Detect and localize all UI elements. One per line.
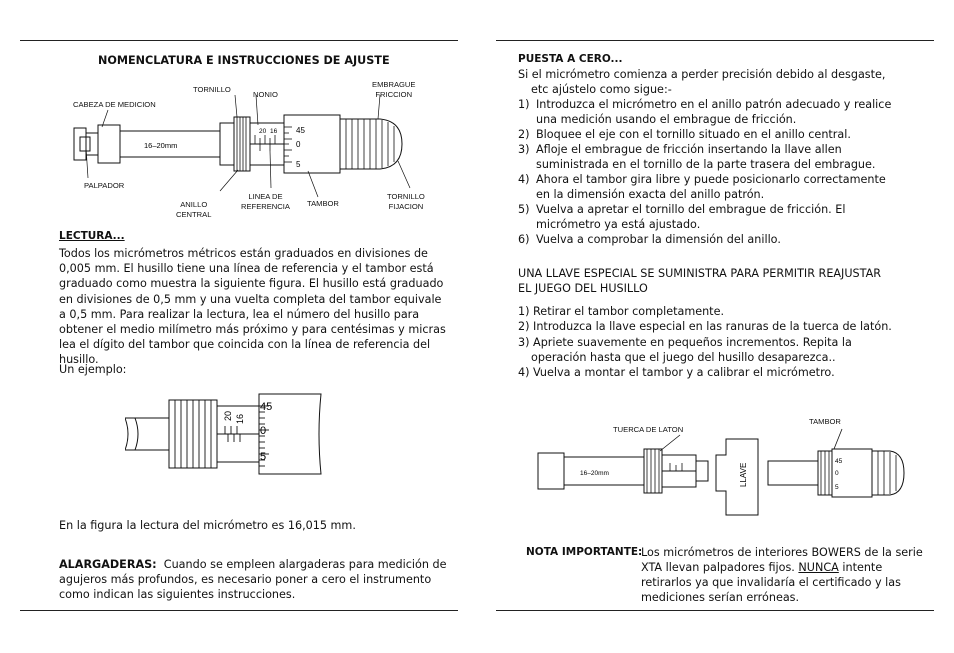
bottom-rule-right — [496, 610, 934, 611]
label-embrague — [372, 80, 415, 100]
label-cabeza-medicion: CABEZA DE MEDICION — [73, 100, 156, 109]
label-linea-line2: REFERENCIA — [241, 202, 290, 211]
label-nonio: NONIO — [253, 90, 278, 99]
thimble-0-text: 0 — [296, 140, 301, 149]
alargaderas-heading: ALARGADERAS: — [59, 558, 157, 571]
reading-example-diagram — [125, 388, 325, 496]
nota-line-2-pre: XTA llevan palpadores fijos. — [641, 561, 799, 574]
thimble-45-text: 45 — [296, 126, 305, 135]
lectura-line: 0,005 mm. El husillo tiene una línea de referencia y el tambor está — [59, 262, 434, 276]
lectura-line: lea el dígito del tambor que coincida con la línea de referencia del — [59, 338, 431, 352]
llave-heading-2: EL JUEGO DEL HUSILLO — [518, 282, 648, 295]
ejemplo-text: Un ejemplo: — [59, 363, 127, 376]
label-tornillo-fij-line2: FIJACION — [388, 202, 424, 211]
example-0-text: 0 — [260, 425, 267, 437]
llave-step-3: 3) Apriete suavemente en pequeños incrementos. Repita la — [518, 336, 852, 349]
alargaderas-line3: como indican las siguientes instrucciones. — [59, 588, 296, 601]
wrench-0-text: 0 — [835, 470, 839, 477]
step-text: Introduzca el micrómetro en el anillo patrón adecuado y realice — [536, 98, 892, 111]
step-number: 1) — [518, 98, 530, 111]
lectura-line: en divisiones de 0,5 mm y una vuelta completa del tambor equivale — [59, 292, 442, 306]
diagram-range-text: 16–20mm — [144, 141, 178, 150]
nota-nunca: NUNCA — [798, 561, 839, 574]
puesta-heading: PUESTA A CERO... — [518, 53, 623, 65]
top-rule-left — [20, 40, 458, 41]
label-tornillo-fijacion — [387, 192, 425, 212]
wrench-45-text: 45 — [835, 458, 843, 465]
sleeve-16-text: 16 — [270, 128, 278, 135]
nota-line-3: retirarlos ya que invalidaría el certificado y las — [641, 576, 901, 589]
lectura-heading: LECTURA... — [59, 230, 125, 242]
step-text: en la dimensión exacta del anillo patrón. — [536, 188, 765, 201]
thimble-5-text: 5 — [296, 160, 301, 169]
label-tornillo-fij-line1: TORNILLO — [387, 192, 425, 201]
step-text: una medición usando el embrague de fricción. — [536, 113, 797, 126]
label-anillo-line2: CENTRAL — [176, 210, 212, 219]
lectura-line: obtener el medio milímetro más próximo y para centésimas y micras — [59, 323, 446, 337]
step-text: Vuelva a comprobar la dimensión del anillo. — [536, 233, 781, 246]
step-text: suministrada en el tornillo de la parte trasera del embrague. — [536, 158, 876, 171]
alargaderas-line2: agujeros más profundos, es necesario poner a cero el instrumento — [59, 573, 432, 586]
nota-line-4: mediciones serían erróneas. — [641, 591, 800, 604]
sleeve-20-text: 20 — [259, 128, 267, 135]
label-anillo-line1: ANILLO — [180, 200, 208, 209]
alargaderas-text: Cuando se empleen alargaderas para medición de — [163, 558, 447, 571]
step-text: micrómetro ya está ajustado. — [536, 218, 701, 231]
label-palpador: PALPADOR — [84, 181, 125, 190]
llave-step-4: 4) Vuelva a montar el tambor y a calibrar el micrómetro. — [518, 366, 835, 379]
step-number: 6) — [518, 233, 530, 246]
step-text: Bloquee el eje con el tornillo situado en el anillo central. — [536, 128, 851, 141]
wrench-llave-text: LLAVE — [739, 462, 748, 487]
puesta-intro-2: etc ajústelo como sigue:- — [531, 83, 672, 96]
bottom-rule-left — [20, 610, 458, 611]
lectura-line: husillo. — [59, 353, 99, 367]
label-linea-line1: LINEA DE — [248, 192, 283, 201]
step-number: 3) — [518, 143, 530, 156]
example-5-text: 5 — [260, 451, 267, 463]
label-tambor: TAMBOR — [307, 199, 339, 208]
step-number: 4) — [518, 173, 530, 186]
llave-step-2: 2) Introduzca la llave especial en las ranuras de la tuerca de latón. — [518, 320, 892, 333]
label-tambor-right: TAMBOR — [809, 417, 841, 426]
lectura-paragraph — [59, 246, 446, 368]
label-tuerca-laton: TUERCA DE LATON — [613, 425, 684, 434]
alargaderas-line1 — [59, 557, 447, 572]
example-20-text: 20 — [223, 410, 233, 421]
example-45-text: 45 — [260, 401, 273, 413]
llave-step-1: 1) Retirar el tambor completamente. — [518, 305, 725, 318]
step-text: Ahora el tambor gira libre y puede posicionarlo correctamente — [536, 173, 886, 186]
label-linea-referencia — [241, 192, 290, 212]
lectura-line: a 0,5 mm. Para realizar la lectura, lea el número del husillo para — [59, 307, 420, 321]
wrench-range-text: 16–20mm — [580, 470, 609, 477]
label-tornillo: TORNILLO — [193, 85, 231, 94]
lectura-line: graduado como muestra la siguiente figura. El husillo está graduado — [59, 277, 444, 291]
step-text: Vuelva a apretar el tornillo del embrague de fricción. El — [536, 203, 846, 216]
example-16-text: 16 — [235, 413, 245, 424]
label-embrague-line1: EMBRAGUE — [372, 80, 416, 89]
llave-heading-1: UNA LLAVE ESPECIAL SE SUMINISTRA PARA PERMITIR REAJUSTAR — [518, 267, 882, 280]
puesta-intro-1: Si el micrómetro comienza a perder precisión debido al desgaste, — [518, 68, 886, 81]
llave-step-3-cont: operación hasta que el juego del husillo desaparezca.. — [531, 351, 836, 364]
step-text: Afloje el embrague de fricción insertando la llave allen — [536, 143, 842, 156]
nota-line-2-post: intente — [838, 561, 883, 574]
label-embrague-line2: FRICCION — [375, 90, 413, 99]
page-title: NOMENCLATURA E INSTRUCCIONES DE AJUSTE — [98, 54, 390, 67]
nota-heading: NOTA IMPORTANTE: — [526, 546, 643, 558]
reading-result-text: En la figura la lectura del micrómetro es 16,015 mm. — [59, 519, 356, 532]
step-number: 2) — [518, 128, 530, 141]
label-anillo-central — [176, 200, 211, 220]
wrench-adjustment-diagram — [520, 425, 920, 535]
wrench-5-text: 5 — [835, 484, 839, 491]
nota-line-1: Los micrómetros de interiores BOWERS de la serie — [641, 546, 923, 559]
step-number: 5) — [518, 203, 530, 216]
nota-line-2 — [641, 560, 882, 575]
lectura-line: Todos los micrómetros métricos están graduados en divisiones de — [59, 247, 428, 260]
top-rule-right — [496, 40, 934, 41]
